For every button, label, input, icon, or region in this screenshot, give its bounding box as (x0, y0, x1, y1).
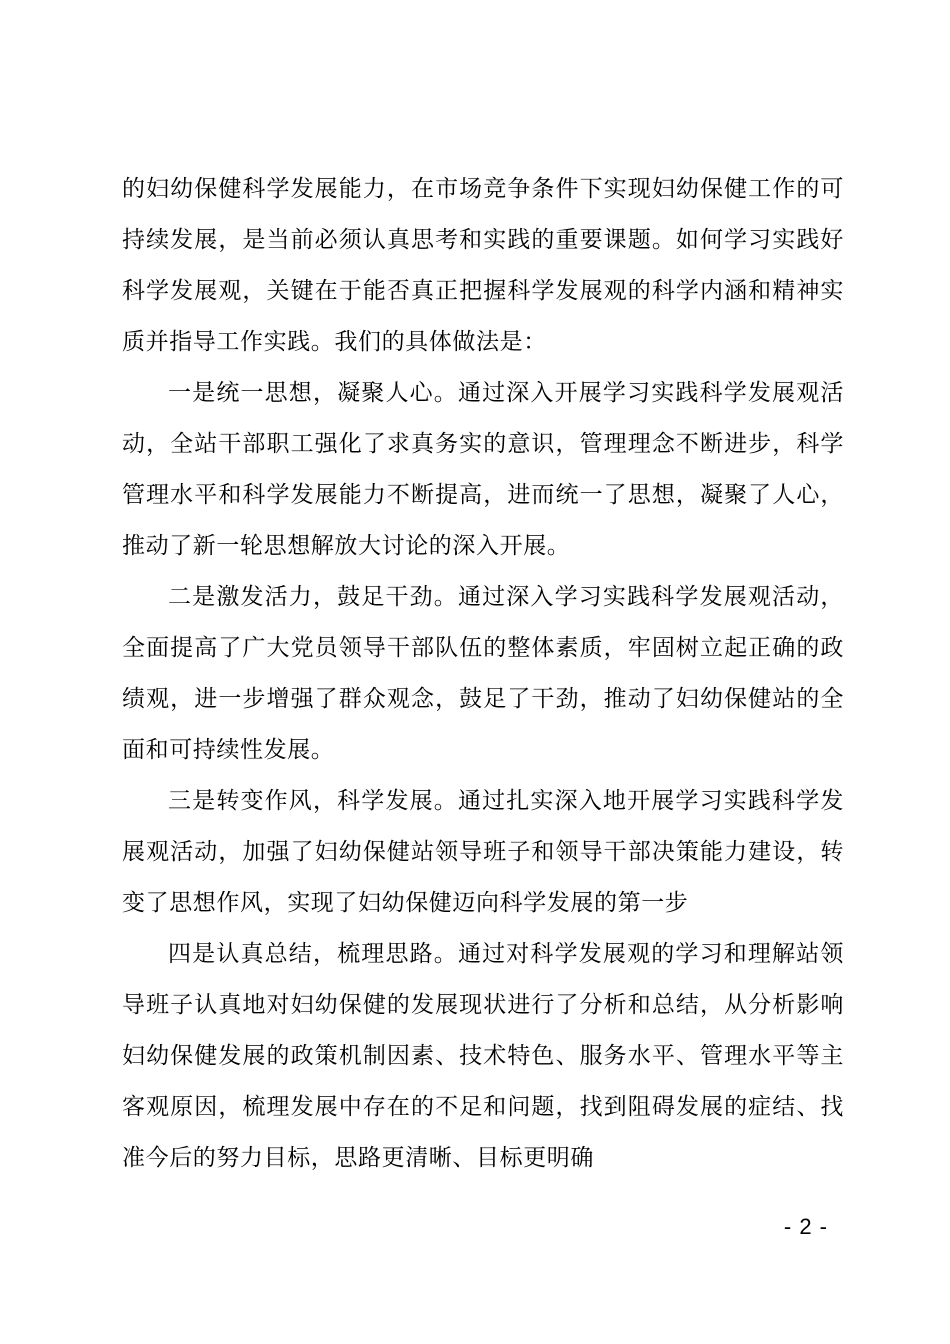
paragraph-stimulate-vitality: 二是激发活力，鼓足干劲。通过深入学习实践科学发展观活动，全面提高了广大党员领导干部队伍的整体素质，牢固树立起正确的政绩观，进一步增强了群众观念，鼓足了干劲，推动了妇幼保健站的全面和可持续性发展。 (122, 584, 844, 763)
document-body (122, 164, 844, 1184)
paragraph-summarize-ideas: 四是认真总结，梳理思路。通过对科学发展观的学习和理解站领导班子认真地对妇幼保健的发展现状进行了分析和总结，从分析影响妇幼保健发展的政策机制因素、技术特色、服务水平、管理水平等主客观原因，梳理发展中存在的不足和问题，找到阻碍发展的症结、找准今后的努力目标，思路更清晰、目标更明确 (122, 941, 844, 1171)
page-number: - 2 - (783, 1214, 828, 1239)
paragraph-unify-thinking: 一是统一思想，凝聚人心。通过深入开展学习实践科学发展观活动，全站干部职工强化了求真务实的意识，管理理念不断进步，科学管理水平和科学发展能力不断提高，进而统一了思想，凝聚了人心，推动了新一轮思想解放大讨论的深入开展。 (122, 380, 844, 559)
paragraph-change-style: 三是转变作风，科学发展。通过扎实深入地开展学习实践科学发展观活动，加强了妇幼保健站领导班子和领导干部决策能力建设，转变了思想作风，实现了妇幼保健迈向科学发展的第一步 (122, 788, 844, 916)
paragraph-continuation: 的妇幼保健科学发展能力，在市场竞争条件下实现妇幼保健工作的可持续发展，是当前必须认真思考和实践的重要课题。如何学习实践好科学发展观，关键在于能否真正把握科学发展观的科学内涵和精神实质并指导工作实践。我们的具体做法是： (122, 176, 844, 355)
